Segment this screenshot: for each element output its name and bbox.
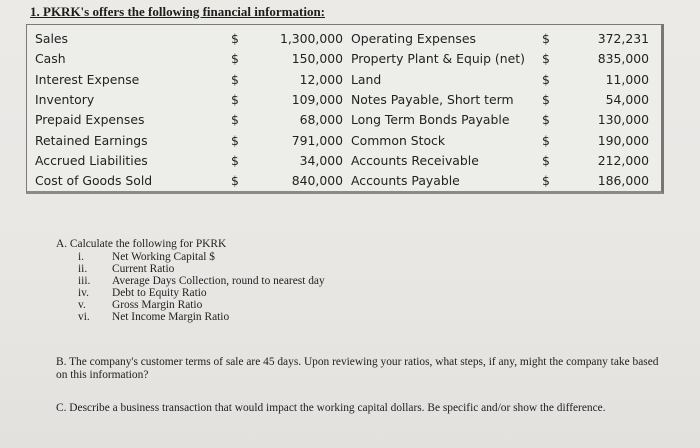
right-label: Land <box>351 71 382 87</box>
table-row <box>27 90 661 110</box>
right-label: Long Term Bonds Payable <box>351 112 510 128</box>
left-value: 109,000 <box>291 91 343 107</box>
right-label: Accounts Receivable <box>351 152 479 168</box>
right-dollar-sign: $ <box>542 31 550 46</box>
right-dollar-sign: $ <box>542 132 550 148</box>
right-value: 835,000 <box>597 51 649 67</box>
right-value: 372,231 <box>597 31 649 46</box>
right-label: Notes Payable, Short term <box>351 91 514 107</box>
list-item-number: ii. <box>78 263 88 275</box>
right-value: 212,000 <box>597 152 649 168</box>
table-row <box>27 171 661 191</box>
list-item <box>56 311 676 323</box>
left-value: 12,000 <box>299 71 343 87</box>
table-row <box>27 70 661 90</box>
left-dollar-sign: $ <box>231 112 239 128</box>
right-dollar-sign: $ <box>542 71 550 87</box>
right-label: Operating Expenses <box>351 31 476 46</box>
table-row <box>27 131 661 151</box>
left-dollar-sign: $ <box>231 91 239 107</box>
left-label: Cash <box>35 51 66 67</box>
list-item-text: Debt to Equity Ratio <box>112 287 207 299</box>
right-dollar-sign: $ <box>542 112 550 128</box>
list-item <box>56 287 676 299</box>
left-value: 840,000 <box>291 173 343 189</box>
list-item-number: i. <box>78 251 85 263</box>
list-item-number: vi. <box>78 311 90 323</box>
right-value: 186,000 <box>597 173 649 189</box>
table-row <box>27 29 661 49</box>
left-dollar-sign: $ <box>231 31 239 46</box>
part-c-question: C. Describe a business transaction that would impact the working capital dollars. Be specific and/or show the difference. <box>56 402 606 414</box>
left-value: 791,000 <box>291 132 343 148</box>
list-item-text: Current Ratio <box>112 263 175 275</box>
left-label: Retained Earnings <box>35 132 148 148</box>
financial-info-table <box>26 24 664 194</box>
table-row <box>27 110 661 130</box>
right-label: Property Plant & Equip (net) <box>351 51 525 67</box>
left-value: 34,000 <box>299 152 343 168</box>
left-dollar-sign: $ <box>231 71 239 87</box>
table-row <box>27 151 661 171</box>
right-label: Common Stock <box>351 132 446 148</box>
list-item <box>56 251 676 263</box>
part-a-list <box>56 251 676 323</box>
left-dollar-sign: $ <box>231 152 239 168</box>
list-item <box>56 299 676 311</box>
right-value: 190,000 <box>597 132 649 148</box>
list-item-text: Average Days Collection, round to nearest day <box>112 275 325 287</box>
list-item-text: Gross Margin Ratio <box>112 299 203 311</box>
right-dollar-sign: $ <box>542 51 550 67</box>
list-item-text: Net Working Capital $ <box>112 251 215 263</box>
right-dollar-sign: $ <box>542 152 550 168</box>
question-title: 1. PKRK's offers the following financial information: <box>30 4 326 19</box>
part-a-heading: A. Calculate the following for PKRK <box>56 238 227 250</box>
right-dollar-sign: $ <box>542 173 550 189</box>
list-item <box>56 275 676 287</box>
list-item-number: v. <box>78 299 86 311</box>
left-dollar-sign: $ <box>231 173 239 189</box>
right-value: 130,000 <box>597 112 649 128</box>
list-item-text: Net Income Margin Ratio <box>112 311 230 323</box>
list-item-number: iii. <box>78 275 91 287</box>
part-a-section <box>56 238 676 323</box>
left-label: Accrued Liabilities <box>35 152 148 168</box>
left-label: Sales <box>35 31 68 46</box>
left-value: 150,000 <box>291 51 343 67</box>
left-value: 68,000 <box>299 112 343 128</box>
right-label: Accounts Payable <box>351 173 460 189</box>
left-label: Interest Expense <box>35 71 140 87</box>
left-label: Cost of Goods Sold <box>35 173 153 189</box>
left-value: 1,300,000 <box>279 31 343 46</box>
right-dollar-sign: $ <box>542 91 550 107</box>
list-item <box>56 263 676 275</box>
right-value: 54,000 <box>605 91 649 107</box>
table-row <box>27 49 661 69</box>
left-label: Inventory <box>35 91 95 107</box>
left-dollar-sign: $ <box>231 132 239 148</box>
list-item-number: iv. <box>78 287 89 299</box>
right-value: 11,000 <box>605 71 649 87</box>
part-b-question: B. The company's customer terms of sale are 45 days. Upon reviewing your ratios, what steps, if any, might the company take based on this information? <box>56 356 659 381</box>
left-label: Prepaid Expenses <box>35 112 145 128</box>
left-dollar-sign: $ <box>231 51 239 67</box>
